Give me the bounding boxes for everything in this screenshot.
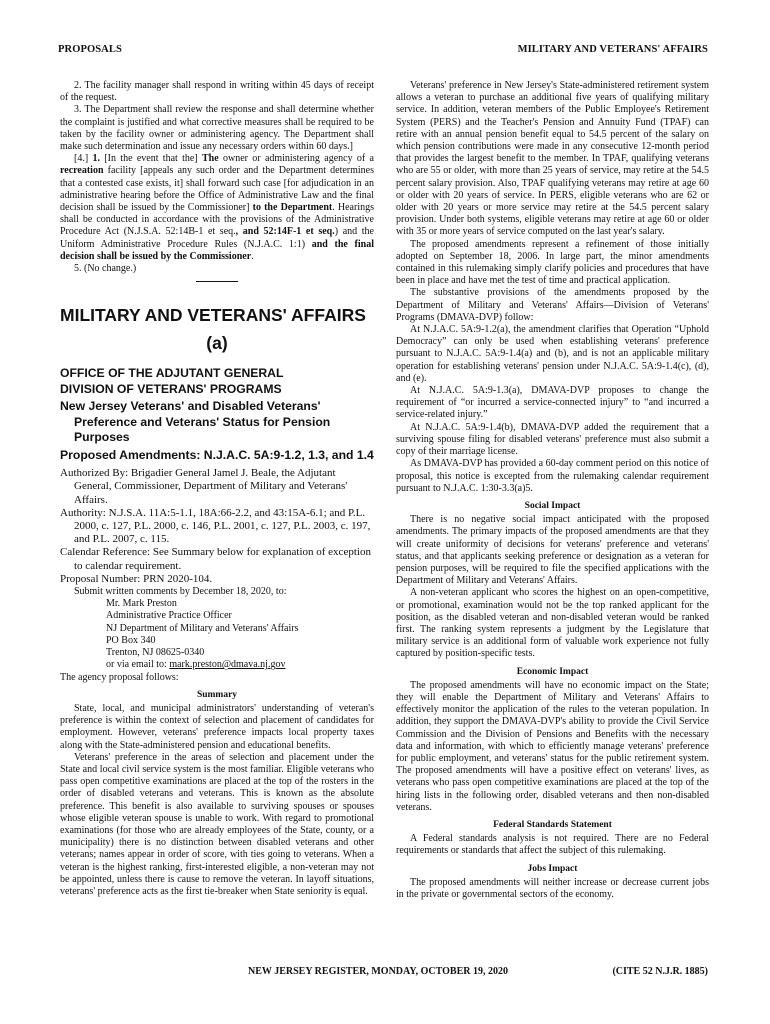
- right-column: [396, 80, 709, 901]
- paragraph: 2. The facility manager shall respond in writing within 45 days of receipt of the request.: [60, 80, 374, 104]
- paragraph: Veterans' preference in New Jersey's State-administered retirement system allows a veteran to purchase an additional five years of qualifying military service. In addition, veteran members of the Public Employee's Retirement System (PERS) and the Teacher's Pension and Annuity Fund (TPAF) can retire with an annual pension benefit equal to 54.5 percent of the salary on which pension contributions were made in any consecutive 12-month period that provides the largest benefit to the member. In TPAF, qualifying veterans who are 55 or older, with more than 25 years of service, may retire at the 54.5 percent salary provision. Also, TPAF qualifying veterans may retire at age 60 or older with 20 years of service. In PERS, eligible veterans who are 62 or older with 20 years or more service may retire at the 54.5 percent salary provision. Under both systems, eligible veterans may retire at age 60 or older with 35 or more years of service computed on the last year's salary.: [396, 80, 709, 238]
- paragraph: A Federal standards analysis is not required. There are no Federal requirements or standards that affect the subject of this rulemaking.: [396, 833, 709, 857]
- paragraph: At N.J.A.C. 5A:9-1.3(a), DMAVA-DVP proposes to change the requirement of “or incurred a service-connected injury” to “and incurred a service-related injury.”: [396, 385, 709, 421]
- section-item-letter: (a): [206, 333, 228, 354]
- proposal-number: Proposal Number: PRN 2020-104.: [60, 572, 213, 585]
- submit-comments: Submit written comments by December 18, 2020, to:: [74, 586, 287, 598]
- paragraph: 3. The Department shall review the response and shall determine whether the complaint is justified and what corrective measures shall be required to be taken by the facility owner or administering agency. The Department shall make such determination and issue any necessary orders within 60 days.]: [60, 104, 374, 153]
- email-link[interactable]: mark.preston@dmava.nj.gov: [169, 659, 286, 671]
- paragraph: At N.J.A.C. 5A:9-1.2(a), the amendment clarifies that Operation “Uphold Democracy” can only be used when establishing veterans' preference pursuant to N.J.A.C. 5A:9-1.4(a) and (b), and is not an applicable military operation for establishing veterans' pension under N.J.A.C. 5A:9-1.4(c), (d), and (e).: [396, 324, 709, 384]
- left-column: [60, 80, 374, 898]
- federal-standards-heading: Federal Standards Statement: [493, 819, 612, 830]
- proposal-title: New Jersey Veterans' and Disabled Veterans' Preference and Veterans' Status for Pension Purposes: [60, 399, 331, 445]
- section-title: MILITARY AND VETERANS' AFFAIRS: [60, 305, 366, 326]
- social-impact-heading: Social Impact: [524, 500, 581, 511]
- contact-po-box: PO Box 340: [106, 634, 156, 646]
- running-header-left: PROPOSALS: [58, 44, 122, 55]
- section-divider: [196, 281, 238, 282]
- contact-email-line: or via email to: mark.preston@dmava.nj.gov: [106, 659, 286, 671]
- proposed-amendments: Proposed Amendments: N.J.A.C. 5A:9-1.2, 1.3, and 1.4: [60, 447, 374, 462]
- authorized-by: Authorized By: Brigadier General Jamel J. Beale, the Adjutant General, Commissioner, Department of Military and Veterans' Affairs.: [60, 467, 348, 506]
- paragraph: 5. (No change.): [74, 263, 137, 275]
- contact-title: Administrative Practice Officer: [106, 610, 232, 622]
- paragraph: [4.] 1. [In the event that the] The owner or administering agency of a recreation facility [appeals any such order and the Department determines that a contested case exists, it] shall forward such case [for adjudication in an administrative hearing before the Office of Administrative Law and the final decision shall be issued by the Commissioner] to the Department. Hearings shall be conducted in accordance with the provisions of the Administrative Procedure Act (N.J.S.A. 52:14B-1 et seq., and 52:14F-1 et seq.) and the Uniform Administrative Procedure Rules (N.J.A.C. 1:1) and the final decision shall be issued by the Commissioner.: [60, 153, 374, 262]
- paragraph: The proposed amendments will have no economic impact on the State; they will enable the Department of Military and Veterans' Affairs to effectively monitor the application of the rules to the veteran population. In addition, they support the DMAVA-DVP's ability to provide the Civil Service Commission and the Division of Pensions and Benefits with the necessary data and information, with which to efficiently manage veterans' preference for public employment, and veterans' status for the public retirement system. The proposed amendments will have a positive effect on veterans' lives, as veterans who pass open competitive examinations are placed at the top of the hiring lists in the following order, disabled veterans and then non-disabled veterans.: [396, 679, 709, 813]
- paragraph: At N.J.A.C. 5A:9-1.4(b), DMAVA-DVP added the requirement that a surviving spouse filing for disabled veterans' preference must also submit a copy of their marriage license.: [396, 421, 709, 458]
- running-header-right: MILITARY AND VETERANS' AFFAIRS: [517, 44, 708, 55]
- paragraph: The substantive provisions of the amendments proposed by the Department of Military and Veterans' Affairs—Division of Veterans' Programs (DMAVA-DVP) follow:: [396, 287, 709, 323]
- economic-impact-heading: Economic Impact: [516, 666, 589, 677]
- division-name: DIVISION OF VETERANS' PROGRAMS: [60, 381, 282, 396]
- contact-city: Trenton, NJ 08625-0340: [106, 647, 205, 659]
- paragraph: Veterans' preference in the areas of selection and placement under the State and local civil service system is the most familiar. Eligible veterans who pass open competitive examinations are placed at the top of the rosters in the order of disabled veterans and veterans. This is known as the absolute preference. This benefit is also available to surviving spouses or spouses whose eligible veteran spouse is unable to work. With regard to promotional examinations (for those who are already employees of the State, county, or a municipality) there is no distinction between disabled veterans and other veterans; names appear in order of score, with ties going to veterans. When a veteran is the highest ranking, first-interested eligible, a non-veteran may not be appointed, unless there is cause to remove the veteran. In layoff situations, veterans' preference acts as the first tie-breaker when State seniority is equal.: [60, 751, 374, 897]
- paragraph: As DMAVA-DVP has provided a 60-day comment period on this notice of proposal, this notice is excepted from the rulemaking calendar requirement pursuant to N.J.A.C. 1:30-3.3(a)5.: [396, 458, 709, 494]
- contact-department: NJ Department of Military and Veterans' Affairs: [106, 622, 299, 634]
- footer-register-date: NEW JERSEY REGISTER, MONDAY, OCTOBER 19, 2020: [248, 966, 508, 977]
- paragraph: State, local, and municipal administrators' understanding of veteran's preference is within the context of selection and placement of candidates for employment. However, veterans' preference impacts local property taxes along with the State-administered pension and educational benefits.: [60, 702, 374, 751]
- paragraph: The proposed amendments will neither increase or decrease current jobs in the private or governmental sectors of the economy.: [396, 876, 709, 900]
- contact-name: Mr. Mark Preston: [106, 598, 177, 610]
- jobs-impact-heading: Jobs Impact: [527, 863, 578, 874]
- summary-heading: Summary: [196, 689, 238, 700]
- authority: Authority: N.J.S.A. 11A:5-1.1, 18A:66-2.2, and 43:15A-6.1; and P.L. 2000, c. 127, P.L. 2000, c. 146, P.L. 2001, c. 127, P.L. 2003, c. 197, and P.L. 2007, c. 115.: [60, 506, 371, 546]
- office-name: OFFICE OF THE ADJUTANT GENERAL: [60, 366, 284, 381]
- paragraph: There is no negative social impact anticipated with the proposed amendments. The primary impacts of the proposed amendments are that they will create uniformity of decisions for veterans' preference and veterans' status, and that applicants seeking preference or designation as a veteran for pension purposes, will be required to file the specified applications with the Department of Military and Veterans' Affairs.: [396, 514, 709, 587]
- paragraph: The proposed amendments represent a refinement of those initially adopted on September 18, 2006. In large part, the minor amendments contained in this rulemaking simply clarify policies and procedures that have been in place and have met the test of time and practical application.: [396, 238, 709, 287]
- agency-proposal-follows: The agency proposal follows:: [60, 671, 179, 683]
- paragraph: A non-veteran applicant who scores the highest on an open-competitive, or promotional, examination would not be the top ranked applicant for the position, as the disabled veteran and non-disabled veteran would be ranked first. The ranking system represents a judgment by the Legislature that military service is an additional form of valuable work experience not fully captured by position-specific tests.: [396, 587, 709, 660]
- footer-citation: (CITE 52 N.J.R. 1885): [612, 966, 708, 977]
- calendar-reference: Calendar Reference: See Summary below for explanation of exception to calendar requirement.: [60, 546, 371, 572]
